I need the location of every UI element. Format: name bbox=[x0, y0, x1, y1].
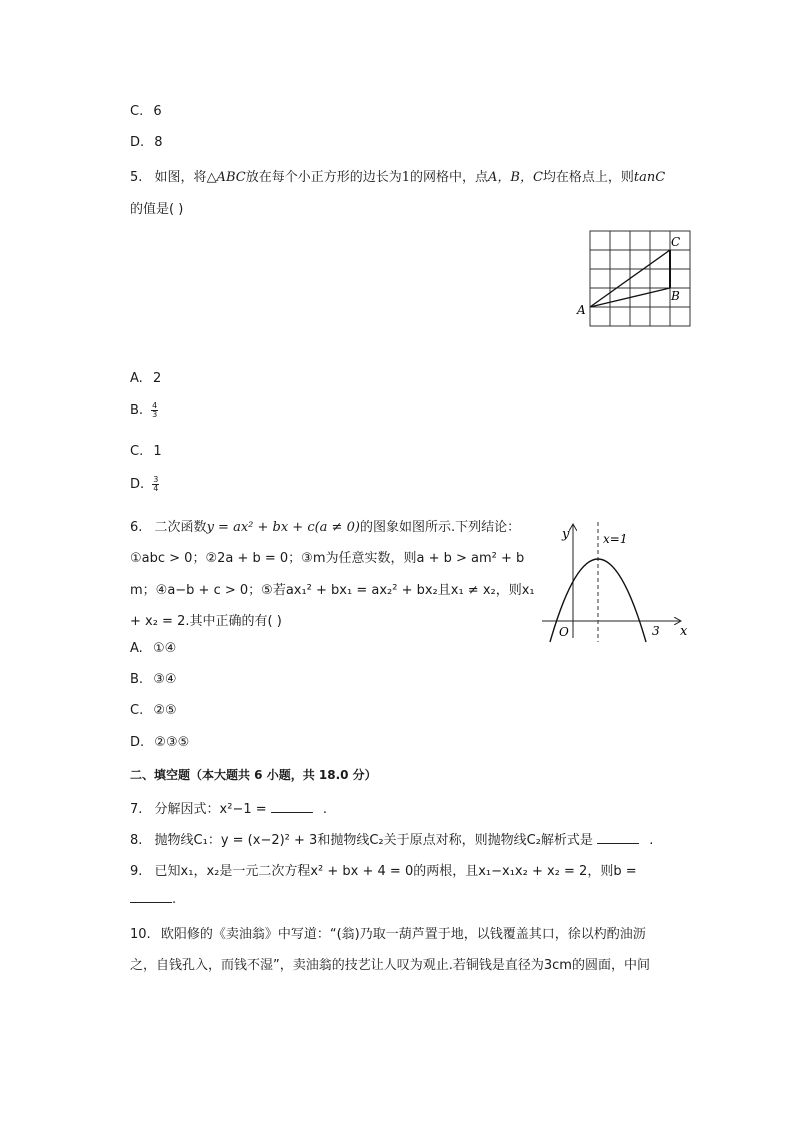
numerator: 3 bbox=[153, 475, 159, 484]
option-value: 1 bbox=[153, 444, 162, 459]
stem-text: 的网格中，点 bbox=[410, 170, 489, 185]
question-text: 欧阳修的《卖油翁》中写道：“(翁)乃取一葫芦置于地，以钱覆盖其口，徐以杓酌油沥 bbox=[160, 927, 646, 942]
option-c bbox=[130, 703, 177, 718]
question-number: 9. bbox=[130, 864, 143, 879]
q8 bbox=[130, 829, 653, 848]
option-value: ②③⑤ bbox=[154, 735, 190, 750]
question-number: 10. bbox=[130, 927, 151, 942]
fraction bbox=[152, 476, 159, 493]
question-end: . bbox=[172, 892, 177, 907]
stem-points: A，B，C bbox=[488, 170, 543, 185]
option-b bbox=[130, 402, 158, 419]
stem-text: 放在每个小正方形的边长为 bbox=[245, 170, 402, 185]
option-value: 8 bbox=[154, 135, 163, 150]
stem-text: 的图象如图所示.下列结论： bbox=[359, 520, 521, 535]
option-value: 2 bbox=[152, 371, 162, 386]
question-text: 已知x₁，x₂是一元二次方程x² + bx + 4 = 0的两根，且x₁−x₁x₂ + x₂ = 2，则b = bbox=[154, 864, 637, 879]
question-text: 抛物线C₁：y = (x−2)² + 3和抛物线C₂关于原点对称，则抛物线C₂解析式是 bbox=[154, 833, 593, 848]
q6-stem-line4: + x₂ = 2.其中正确的有( ) bbox=[130, 614, 282, 629]
q6-stem-line2: ①abc > 0；②2a + b = 0；③m为任意实数，则a + b > am² + b bbox=[130, 551, 525, 566]
option-value: ①④ bbox=[152, 641, 177, 656]
question-number: 6. bbox=[130, 520, 143, 535]
denominator: 3 bbox=[152, 410, 158, 419]
stem-triangle: △ABC bbox=[206, 170, 246, 185]
question-text: 分解因式：x²−1 = bbox=[154, 802, 267, 817]
question-end: . bbox=[322, 802, 328, 817]
label-c: C bbox=[671, 235, 681, 249]
q6-parabola-graph bbox=[540, 520, 695, 645]
option-key: C. bbox=[130, 104, 144, 119]
root-label: 3 bbox=[652, 624, 660, 638]
option-c bbox=[130, 444, 162, 459]
q5-stem-line1 bbox=[130, 166, 665, 185]
stem-text: 二次函数 bbox=[154, 520, 207, 535]
option-d bbox=[130, 476, 159, 493]
q9-answer-line bbox=[130, 892, 176, 907]
option-b bbox=[130, 672, 177, 687]
answer-blank bbox=[271, 812, 313, 813]
answer-blank bbox=[130, 902, 172, 903]
axis-equation-label: x=1 bbox=[603, 532, 628, 546]
q7 bbox=[130, 798, 327, 817]
question-end: . bbox=[649, 833, 654, 848]
option-key: A. bbox=[130, 371, 143, 386]
option-a bbox=[130, 641, 176, 656]
q10-line2: 之，自钱孔入，而钱不湿”，卖油翁的技艺让人叹为观止.若铜钱是直径为3cm的圆面，中间 bbox=[130, 958, 650, 973]
option-a bbox=[130, 371, 161, 386]
label-b: B bbox=[671, 289, 680, 303]
q6-stem-line3: m；④a−b + c > 0；⑤若ax₁² + bx₁ = ax₂² + bx₂且x₁ ≠ x₂，则x₁ bbox=[130, 583, 535, 598]
stem-one: 1 bbox=[401, 170, 410, 185]
answer-blank bbox=[597, 843, 639, 844]
fraction bbox=[151, 402, 158, 419]
option-d bbox=[130, 135, 163, 150]
option-key: D. bbox=[130, 735, 145, 750]
stem-text: 如图，将 bbox=[154, 170, 207, 185]
option-key: B. bbox=[130, 403, 144, 418]
q10-line1 bbox=[130, 923, 646, 942]
option-value: 6 bbox=[153, 104, 162, 119]
q6-stem-line1 bbox=[130, 516, 520, 535]
option-d bbox=[130, 735, 189, 750]
option-value: ③④ bbox=[153, 672, 177, 687]
denominator: 4 bbox=[153, 484, 159, 493]
question-number: 7. bbox=[130, 802, 143, 817]
x-label: x bbox=[680, 624, 688, 639]
q9 bbox=[130, 860, 637, 879]
question-number: 5. bbox=[130, 170, 143, 185]
option-key: B. bbox=[130, 672, 144, 687]
option-key: A. bbox=[130, 641, 143, 656]
option-key: D. bbox=[130, 135, 145, 150]
y-label: y bbox=[562, 527, 570, 542]
option-key: D. bbox=[130, 477, 145, 492]
q5-stem-line2: 的值是( ) bbox=[130, 202, 184, 217]
label-a: A bbox=[577, 303, 586, 317]
stem-tan: tanC bbox=[633, 170, 666, 185]
stem-text: 均在格点上，则 bbox=[542, 170, 634, 185]
section-heading: 二、填空题（本大题共 6 小题，共 18.0 分） bbox=[130, 768, 377, 782]
origin-label: O bbox=[559, 625, 569, 639]
option-key: C. bbox=[130, 444, 144, 459]
numerator: 4 bbox=[152, 401, 158, 410]
question-number: 8. bbox=[130, 833, 143, 848]
stem-function: y = ax² + bx + c(a ≠ 0) bbox=[206, 520, 360, 535]
option-c bbox=[130, 104, 162, 119]
option-value: ②⑤ bbox=[153, 703, 177, 718]
q5-grid-figure bbox=[575, 226, 695, 332]
option-key: C. bbox=[130, 703, 144, 718]
